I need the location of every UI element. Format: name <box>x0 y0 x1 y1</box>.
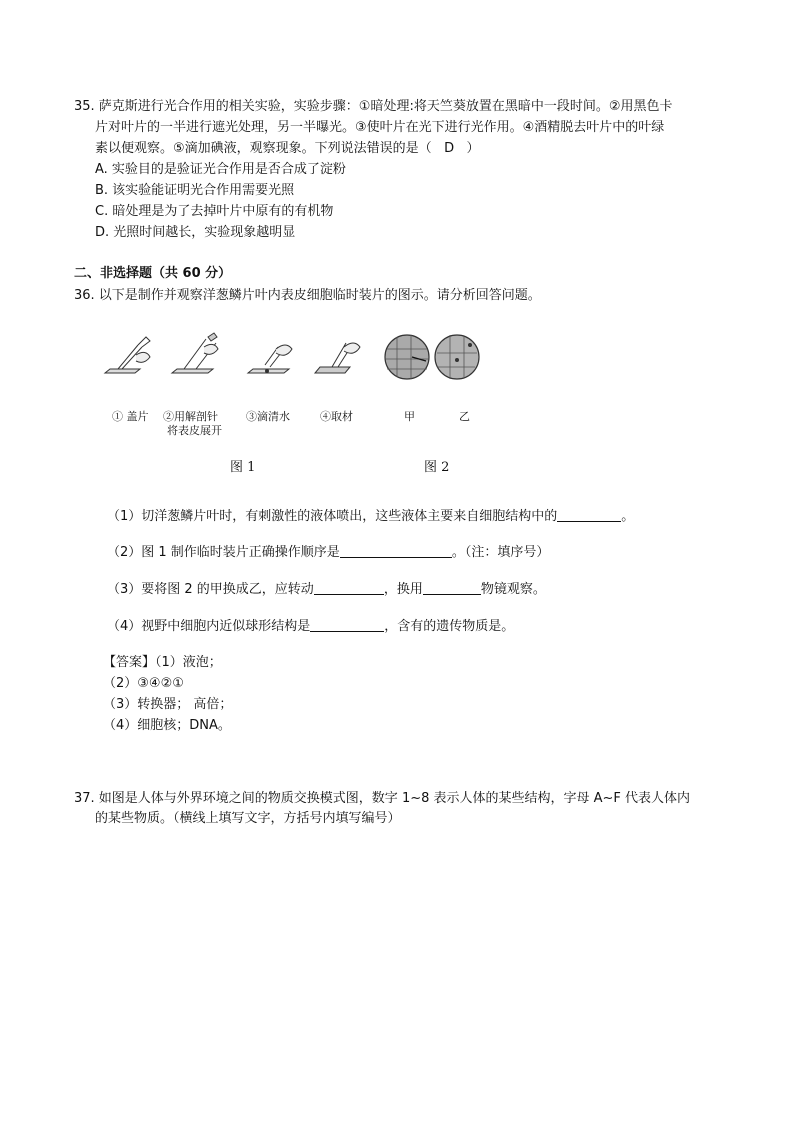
q36-sub-2 <box>107 543 549 562</box>
fig1-caption-1: ① 盖片 <box>112 410 149 423</box>
q36-answer-2: （2）③④②① <box>103 676 184 691</box>
q36-sub-1-text: （1）切洋葱鳞片叶时，有刺激性的液体喷出，这些液体主要来自细胞结构中的 <box>107 509 558 524</box>
q36-sub-4-text-a: （4）视野中细胞内近似球形结构是 <box>107 619 311 634</box>
fig1-caption-4: ④取材 <box>320 410 353 423</box>
step-1-illustration <box>105 337 150 373</box>
q36-sub-3-text-a: （3）要将图 2 的甲换成乙，应转动 <box>107 582 314 597</box>
q36-sub-3 <box>107 580 546 599</box>
q35-line-1: 35. 萨克斯进行光合作用的相关实验，实验步骤：①暗处理:将天竺葵放置在黑暗中一段时间。②用黑色卡 <box>74 99 673 114</box>
micrograph-yi <box>435 335 479 379</box>
q36-sub-1 <box>107 507 634 526</box>
q35-option-b: B. 该实验能证明光合作用需要光照 <box>95 183 295 198</box>
q35-option-c: C. 暗处理是为了去掉叶片中原有的有机物 <box>95 204 334 219</box>
q36-answer-4: （4）细胞核；DNA。 <box>103 718 231 733</box>
q36-answer-heading: 【答案】（1）液泡； <box>103 655 222 670</box>
q36-sub-2-blank <box>340 543 452 558</box>
q36-sub-1-blank <box>557 507 621 522</box>
q36-sub-3-blank-1 <box>314 580 384 595</box>
q35-line-2: 片对叶片的一半进行遮光处理，另一半曝光。③使叶片在光下进行光作用。④酒精脱去叶片中的叶绿 <box>95 120 665 135</box>
micrograph-jia <box>385 335 429 379</box>
q36-sub-2-text: （2）图 1 制作临时装片正确操作顺序是 <box>107 545 340 560</box>
fig2-caption-jia: 甲 <box>404 410 415 423</box>
q36-stem: 36. 以下是制作并观察洋葱鳞片叶内表皮细胞临时装片的图示。请分析回答问题。 <box>74 288 541 303</box>
fig1-caption-3: ③滴清水 <box>246 410 290 423</box>
q36-sub-2-end: 。（注：填序号） <box>451 545 550 560</box>
step-2-illustration <box>172 333 218 373</box>
q35-option-d: D. 光照时间越长，实验现象越明显 <box>95 225 296 240</box>
q37-line-2: 的某些物质。（横线上填写文字，方括号内填写编号） <box>95 811 401 826</box>
step-3-illustration <box>248 345 292 373</box>
q36-sub-4 <box>107 617 514 636</box>
q36-sub-3-text-c: 物镜观察。 <box>480 582 546 597</box>
q36-sub-3-blank-2 <box>423 580 481 595</box>
q36-sub-1-end: 。 <box>621 509 635 524</box>
q36-sub-4-blank <box>310 617 384 632</box>
q35-answer: D <box>444 141 455 156</box>
fig1-caption-2: ②用解剖针 <box>163 410 218 423</box>
q36-answer-3: （3）转换器； 高倍； <box>103 697 233 712</box>
section-2-title: 二、非选择题（共 60 分） <box>74 266 232 281</box>
q35-bracket-close: ） <box>466 141 480 156</box>
fig2-label: 图 2 <box>424 460 450 475</box>
fig2-caption-yi: 乙 <box>459 410 470 423</box>
q37-line-1: 37. 如图是人体与外界环境之间的物质交换模式图，数字 1~8 表示人体的某些结构，字母 A~F 代表人体内 <box>74 791 691 806</box>
q36-sub-3-text-b: ，换用 <box>383 582 423 597</box>
q35-line-3-text: 素以便观察。⑤滴加碘液，观察现象。下列说法错误的是（ <box>95 141 432 156</box>
step-4-illustration <box>315 343 360 373</box>
q35-option-a: A. 实验目的是验证光合作用是否合成了淀粉 <box>95 162 346 177</box>
fig1-caption-2b: 将表皮展开 <box>167 424 222 437</box>
fig1-label: 图 1 <box>230 460 256 475</box>
q36-sub-4-text-b: ，含有的遗传物质是。 <box>384 619 515 634</box>
q35-line-3 <box>95 140 480 158</box>
q36-figure <box>100 325 500 445</box>
